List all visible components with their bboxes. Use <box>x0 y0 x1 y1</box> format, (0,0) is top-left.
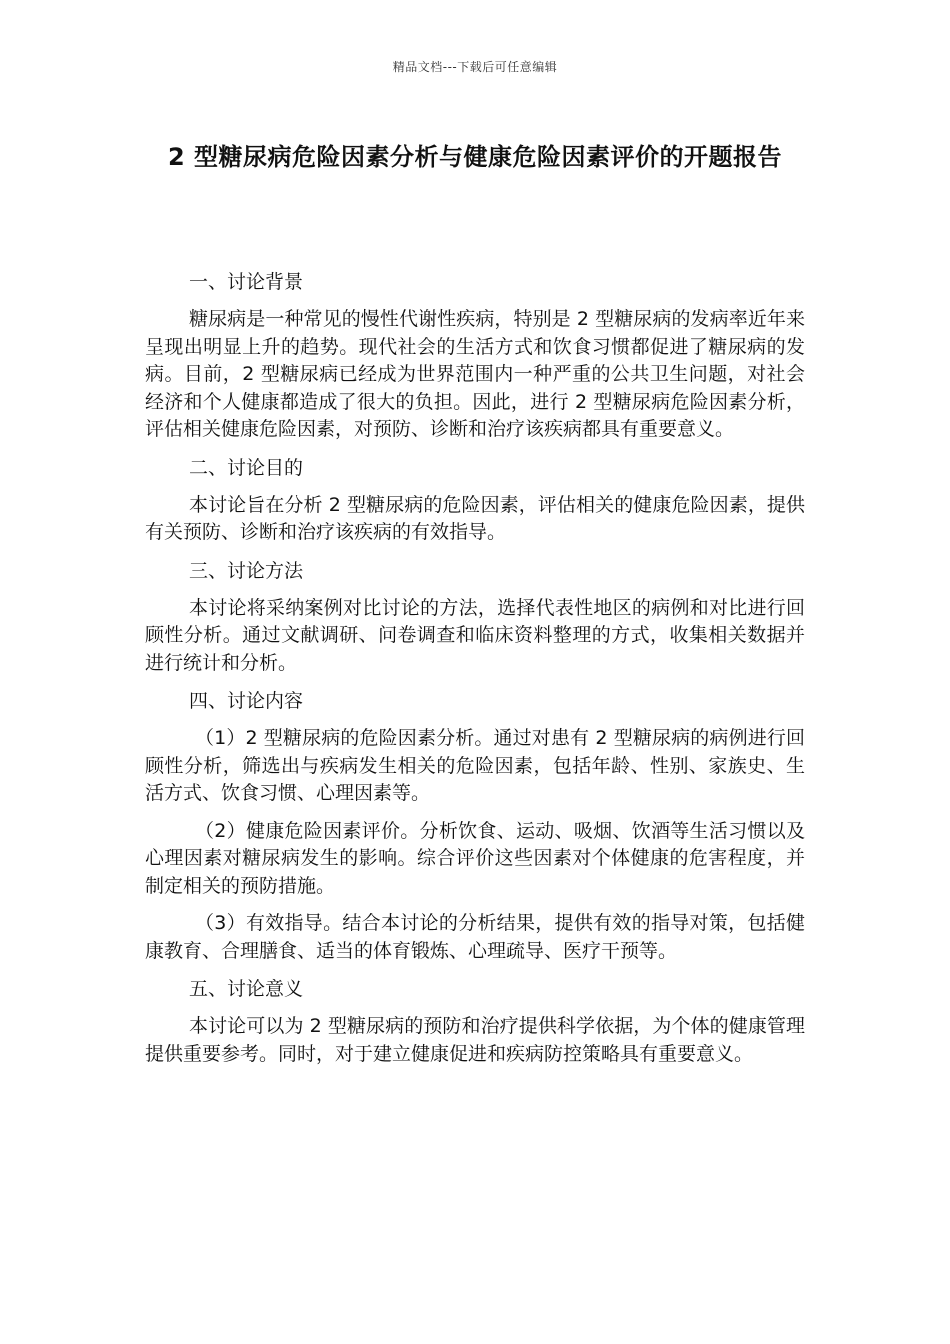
body-paragraph: 糖尿病是一种常见的慢性代谢性疾病，特别是 2 型糖尿病的发病率近年来呈现出明显上升的趋势。现代社会的生活方式和饮食习惯都促进了糖尿病的发病。目前，2 型糖尿病已经成为世界范围内一种严重的公共卫生问题，对社会经济和个人健康都造成了很大的负担。因此，进行 2 型糖尿病危险因素分析，评估相关健康危险因素，对预防、诊断和治疗该疾病都具有重要意义。 <box>145 308 805 440</box>
body-paragraph: 本讨论旨在分析 2 型糖尿病的危险因素，评估相关的健康危险因素，提供有关预防、诊断和治疗该疾病的有效指导。 <box>145 493 805 543</box>
section-heading: 五、讨论意义 <box>189 978 304 1000</box>
section-content <box>145 687 805 965</box>
body-paragraph: 本讨论可以为 2 型糖尿病的预防和治疗提供科学依据，为个体的健康管理提供重要参考。同时，对于建立健康促进和疾病防控策略具有重要意义。 <box>145 1015 805 1065</box>
content-item-3: （3）有效指导。结合本讨论的分析结果，提供有效的指导对策，包括健康教育、合理膳食、适当的体育锻炼、心理疏导、医疗干预等。 <box>145 912 805 962</box>
section-method <box>145 557 805 678</box>
section-heading: 三、讨论方法 <box>189 559 304 582</box>
section-heading: 二、讨论目的 <box>189 456 304 479</box>
page-header: 精品文档---下载后可任意编辑 <box>392 60 558 74</box>
content-item-1: （1）2 型糖尿病的危险因素分析。通过对患有 2 型糖尿病的病例进行回顾性分析，筛选出与疾病发生相关的危险因素，包括年龄、性别、家族史、生活方式、饮食习惯、心理因素等。 <box>145 727 805 804</box>
section-purpose <box>145 454 805 547</box>
document-body <box>145 268 805 1078</box>
section-background <box>145 268 805 444</box>
body-paragraph: 本讨论将采纳案例对比讨论的方法，选择代表性地区的病例和对比进行回顾性分析。通过文献调研、问卷调查和临床资料整理的方式，收集相关数据并进行统计和分析。 <box>145 596 805 674</box>
content-item-2: （2）健康危险因素评价。分析饮食、运动、吸烟、饮酒等生活习惯以及心理因素对糖尿病发生的影响。综合评价这些因素对个体健康的危害程度，并制定相关的预防措施。 <box>145 819 805 897</box>
section-heading: 一、讨论背景 <box>189 271 304 293</box>
section-significance <box>145 975 805 1068</box>
section-heading: 四、讨论内容 <box>189 690 304 712</box>
document-title: 2 型糖尿病危险因素分析与健康危险因素评价的开题报告 <box>167 143 783 171</box>
